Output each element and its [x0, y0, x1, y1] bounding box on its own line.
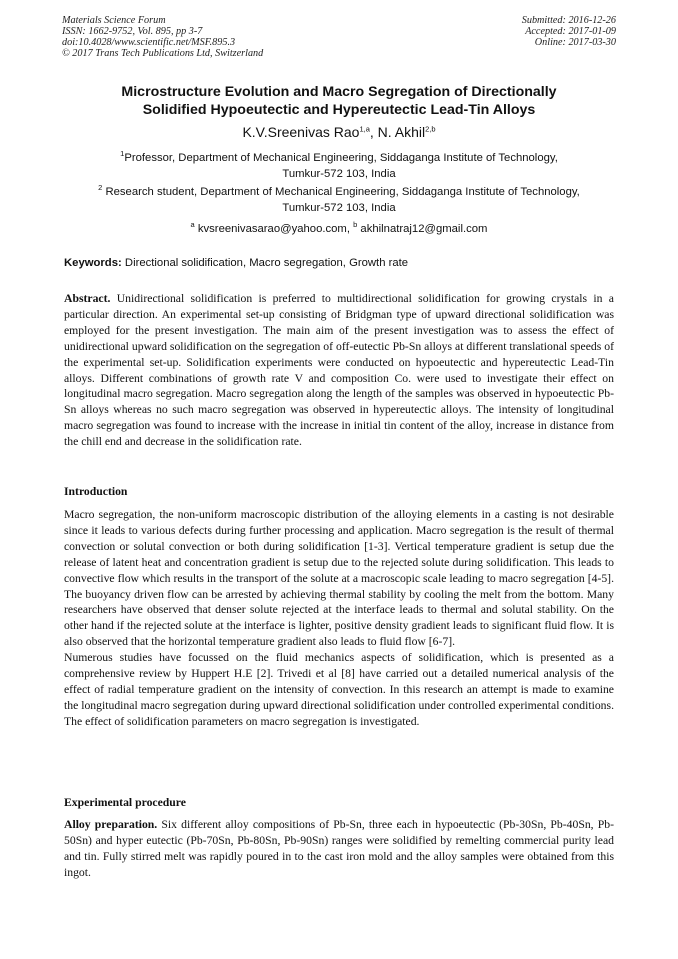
- aff-1-sup: 1: [120, 149, 125, 159]
- keywords: [64, 255, 408, 271]
- intro-paragraph-2: Numerous studies have focussed on the fluid mechanics aspects of solidification, which is presented as a comprehensive review by Huppert H.E [2]. Trivedi et al [8] have carried out a detailed numerical analysis of the effect of radial temperature gradient on the intensity of convection. In this research an attempt is made to examine the longitudinal macro segregation during upward directional solidification under controlled experimental conditions. The effect of solidification parameters on macro segregation is investigated.: [64, 651, 614, 728]
- journal-issn: ISSN: 1662-9752, Vol. 895, pp 3-7: [62, 26, 203, 37]
- accepted-date: Accepted: 2017-01-09: [525, 26, 616, 37]
- abstract: [64, 291, 614, 450]
- intro-paragraph-1: Macro segregation, the non-uniform macroscopic distribution of the alloying elements in a casting is not desirable since it leads to various defects during further processing and application. Macro segregation is the result of thermal convection or solutal convection or both during solidification [1-3]. Vertical temperature gradient is setup due the release of latent heat and concentration gradient is setup due to the rejected solute during solidification. This leads to convective flow which results in the transport of the solute at a macroscopic scale leading to macro segregation [4-5]. The buoyancy driven flow can be arrested by achieving thermal stability by cooling the melt from the bottom. Many researchers have observed that denser solute rejected at the interface leads to thermal and solutal stability. On the other hand if the rejected solute at the interface is lighter, positive density gradient leads to significant fluid flow. It is also observed that the horizontal temperature gradient also leads to fluid flow [6-7].: [64, 508, 614, 649]
- affiliation-2: [50, 184, 628, 216]
- abstract-label: Abstract.: [64, 292, 111, 305]
- introduction-heading: Introduction: [64, 485, 128, 498]
- submission-dates: [522, 15, 616, 48]
- author-1: K.V.Sreenivas Rao: [242, 124, 360, 140]
- keywords-text: Directional solidification, Macro segregation, Growth rate: [121, 257, 409, 269]
- author-emails: [40, 221, 638, 237]
- paper-title: [60, 83, 618, 119]
- email-a: kvsreenivasarao@yahoo.com,: [194, 223, 354, 235]
- email-b: akhilnatraj12@gmail.com: [357, 223, 488, 235]
- aff-2-sup: 2: [98, 183, 103, 193]
- online-date: Online: 2017-03-30: [534, 37, 616, 48]
- experimental-heading: Experimental procedure: [64, 796, 186, 809]
- alloy-preparation-label: Alloy preparation.: [64, 818, 158, 831]
- aff-1-line-1: Professor, Department of Mechanical Engineering, Siddaganga Institute of Technology,: [124, 152, 558, 164]
- alloy-preparation-text: Six different alloy compositions of Pb-Sn, three each in hypoeutectic (Pb-30Sn, Pb-40Sn, Pb-50Sn) and hyper eutectic (Pb-70Sn, Pb-80Sn, Pb-90Sn) ranges were solidified by remelting commercial purity lead and tin. Fully stirred melt was rapidly poured in to the cast iron mold and the alloy samples were obtained from this ingot.: [64, 818, 614, 879]
- title-line-1: Microstructure Evolution and Macro Segregation of Directionally: [121, 84, 557, 100]
- author-1-sup: 1,a: [359, 124, 370, 134]
- author-2: N. Akhil: [377, 124, 426, 140]
- journal-info: [62, 15, 263, 59]
- aff-2-line-1: Research student, Department of Mechanical Engineering, Siddaganga Institute of Technology,: [102, 186, 580, 198]
- submitted-date: Submitted: 2016-12-26: [521, 15, 616, 26]
- journal-copyright: © 2017 Trans Tech Publications Ltd, Switzerland: [62, 48, 264, 59]
- abstract-text: Unidirectional solidification is preferred to multidirectional solidification for growing crystals in a particular direction. An experimental set-up consisting of Bridgman type of upward directional solidification was employed for the present investigation. The main aim of the present investigation was to assess the effect of unidirectional upward solidification on the segregation of off-eutectic Pb-Sn alloys at different translational speeds of the experimental set-up. Solidification experiments were conducted on hypoeutectic and hypereutectic Lead-Tin alloys. Different combinations of growth rate V and composition Co. were used to investigate their effect on longitudinal macro segregation. Macro segregation along the length of the samples was observed in hypoeutectic Pb-Sn alloys whereas no such macro segregation was observed in hypereutectic alloys. The intensity of longitudinal macro segregation was found to increase with the increase in initial tin content of the alloy, increase in distance from the chill end and decrease in the solidification rate.: [64, 292, 614, 449]
- title-line-2: Solidified Hypoeutectic and Hypereutectic Lead-Tin Alloys: [142, 102, 536, 118]
- author-2-sup: 2,b: [425, 124, 436, 134]
- email-b-sup: b: [353, 220, 358, 230]
- email-a-sup: a: [190, 220, 195, 230]
- author-separator: ,: [369, 124, 378, 140]
- aff-1-line-2: Tumkur-572 103, India: [282, 168, 396, 180]
- journal-name: Materials Science Forum: [62, 15, 166, 26]
- keywords-label: Keywords:: [64, 257, 122, 269]
- journal-doi: doi:10.4028/www.scientific.net/MSF.895.3: [62, 37, 236, 48]
- alloy-preparation: [64, 817, 614, 881]
- aff-2-line-2: Tumkur-572 103, India: [282, 202, 396, 214]
- introduction-body: [64, 507, 614, 730]
- author-list: [40, 123, 638, 141]
- affiliation-1: [50, 150, 628, 182]
